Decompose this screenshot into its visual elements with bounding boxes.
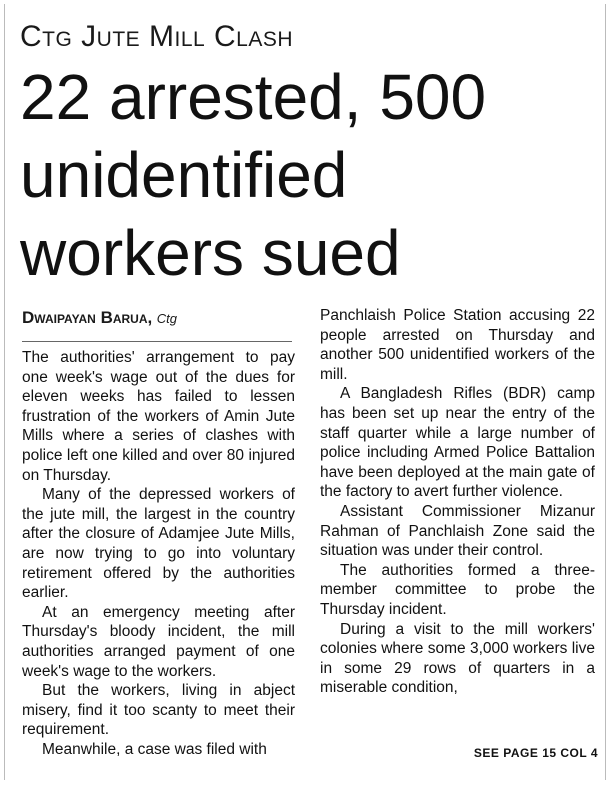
paragraph: Many of the depressed workers of the jute mill, the largest in the country after the closure of Adamjee Jute Mills, are now trying to go into voluntary retirement offered by the authorities earlier. [22,486,295,602]
byline [22,308,292,342]
kicker-heading: Ctg Jute Mill Clash [20,20,294,53]
article-column-left [22,348,295,759]
headline [20,58,486,292]
paragraph: Panchlaish Police Station accusing 22 people arrested on Thursday and another 500 unidentified workers of the mill. [320,307,595,383]
paragraph: Meanwhile, a case was filed with [42,740,267,758]
article-column-right [320,306,595,698]
headline-line-3: workers sued [20,217,401,289]
headline-line-1: 22 arrested, 500 [20,61,487,133]
paragraph: Assistant Commissioner Mizanur Rahman of Panchlaish Zone said the situation was under their control. [320,502,595,560]
paragraph: The authorities formed a three-member committee to probe the Thursday incident. [320,561,595,618]
paragraph: During a visit to the mill workers' colonies where some 3,000 workers live in some 29 rows of quarters in a miserable condition, [320,620,595,697]
headline-line-2: unidentified [20,139,348,211]
paragraph: A Bangladesh Rifles (BDR) camp has been set up near the entry of the staff quarter while a large number of police including Armed Police Battalion have been deployed at the main gate of the factory to avert further violence. [320,385,595,501]
paragraph: But the workers, living in abject misery, find it too scanty to meet their requirement. [22,682,295,739]
author-name: Dwaipayan Barua, [22,308,153,327]
dateline-location: Ctg [156,311,177,326]
continued-on-page-link[interactable]: SEE PAGE 15 COL 4 [473,746,598,760]
paragraph: At an emergency meeting after Thursday's bloody incident, the mill authorities arranged payment of one week's wage to the workers. [22,603,295,680]
paragraph: The authorities' arrangement to pay one week's wage out of the dues for eleven weeks has failed to lessen frustration of the workers of Amin Jute Mills where a series of clashes with police left one killed and over 80 injured on Thursday. [22,349,295,484]
